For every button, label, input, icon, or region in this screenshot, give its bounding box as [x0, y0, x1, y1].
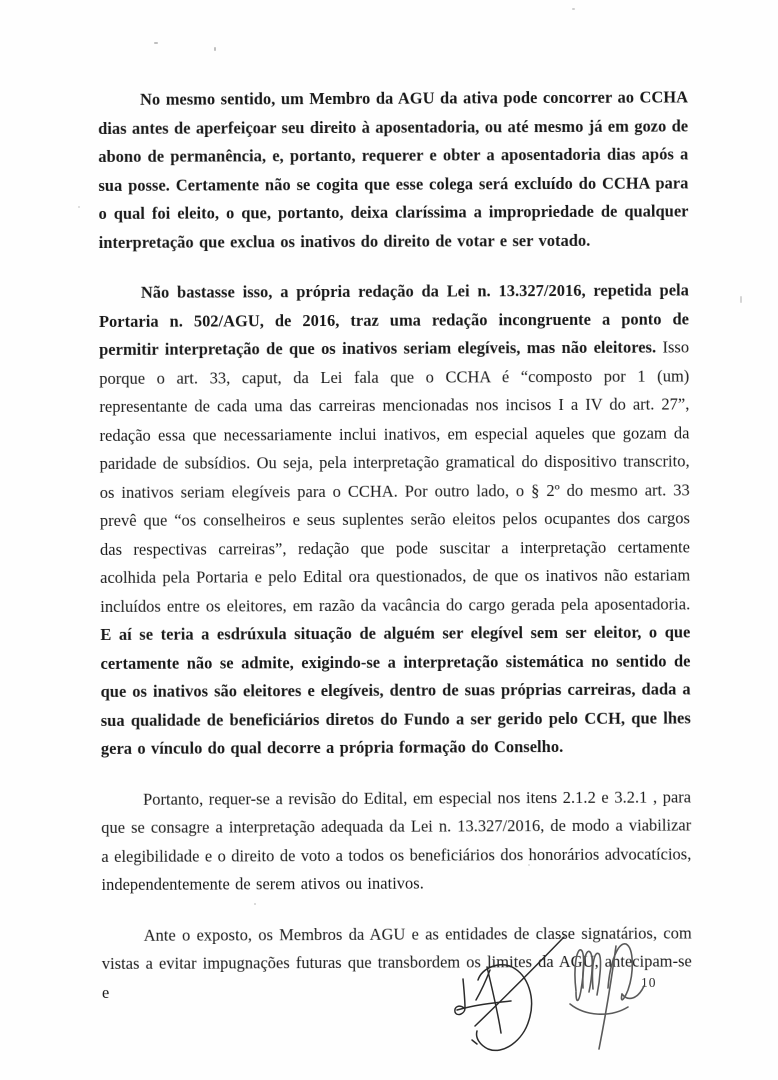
paragraph-2-bold-lead: Não bastasse isso, a própria redação da Lei n. 13.327/2016, repetida pela Portaria n. 502/AGU, de 2016, traz uma redação incongruente a ponto de permitir interpretação de que os inativos seriam elegíveis, mas não eleitores. — [98, 280, 690, 359]
paragraph-2-bold-tail: E aí se teria a esdrúxula situação de alguém ser elegível sem ser eleitor, o que certamente não se admite, exigindo-se a interpretação sistemática no sentido de que os inativos são eleitores e elegíveis, dentro de suas próprias carreiras, dada a sua qualidade de beneficiários diretos do Fundo a ser gerido pelo CCH, que lhes gera o vínculo do qual decorre a própria formação do Conselho. — [100, 622, 691, 758]
handwritten-signature-2-icon — [570, 944, 644, 1049]
paragraph-1 — [98, 83, 689, 257]
page-number: 10 — [641, 975, 657, 990]
paragraph-3-text: Portanto, requer-se a revisão do Edital, em especial nos itens 2.1.2 e 3.2.1 , para que se consagre a interpretação adequada da Lei n. 13.327/2016, de modo a viabilizar a elegibilidade e o direito de voto a todos os beneficiários dos honorários advocatícios, independentemente de serem ativos ou inativos. — [101, 786, 692, 894]
document-body — [98, 83, 692, 1029]
paragraph-4-text: Ante o exposto, os Membros da AGU e as entidades de classe signatários, com vistas a evitar impugnações futuras que transbordem os limites da AGU, antecipam-se e — [101, 922, 692, 1002]
scan-speck — [214, 47, 216, 51]
scan-speck — [78, 206, 80, 208]
scan-speck — [154, 42, 158, 44]
signatures-area — [430, 928, 670, 1080]
handwritten-signature-1-icon — [455, 937, 564, 1050]
scan-speck — [528, 864, 530, 866]
scan-speck — [572, 8, 575, 10]
scan-speck — [254, 903, 256, 905]
paragraph-1-text: No mesmo sentido, um Membro da AGU da ativa pode concorrer ao CCHA dias antes de aperfeiçoar seu direito à aposentadoria, ou até mesmo já em gozo de abono de permanência, e, portanto, requerer e obter a aposentadoria dias após a sua posse. Certamente não se cogita que esse colega será excluído do CCHA para o qual foi eleito, o que, portanto, deixa claríssima a impropriedade de qualquer interpretação que exclua os inativos do direito de votar e ser votado. — [98, 87, 689, 252]
paragraph-2 — [99, 276, 691, 763]
paragraph-3 — [101, 783, 691, 900]
paragraph-2-regular-middle: Isso porque o art. 33, caput, da Lei fala que o CCHA é “composto por 1 (um) representante de cada uma das carreiras mencionadas nos incisos I a IV do art. 27”, redação essa que necessariamente inclui inativos, em especial aqueles que gozam da paridade de subsídios. Ou seja, pela interpretação gramatical do dispositivo transcrito, os inativos seriam elegíveis para o CCHA. Por outro lado, o § 2º do mesmo art. 33 prevê que “os conselheiros e seus suplentes serão eleitos pelos ocupantes dos cargos das respectivas carreiras”, redação que pode suscitar a interpretação certamente acolhida pela Portaria e pelo Edital ora questionados, de que os inativos não estariam incluídos entre os eleitores, em razão da vacância do cargo gerada pela aposentadoria. — [99, 337, 691, 616]
scan-speck — [740, 296, 742, 303]
